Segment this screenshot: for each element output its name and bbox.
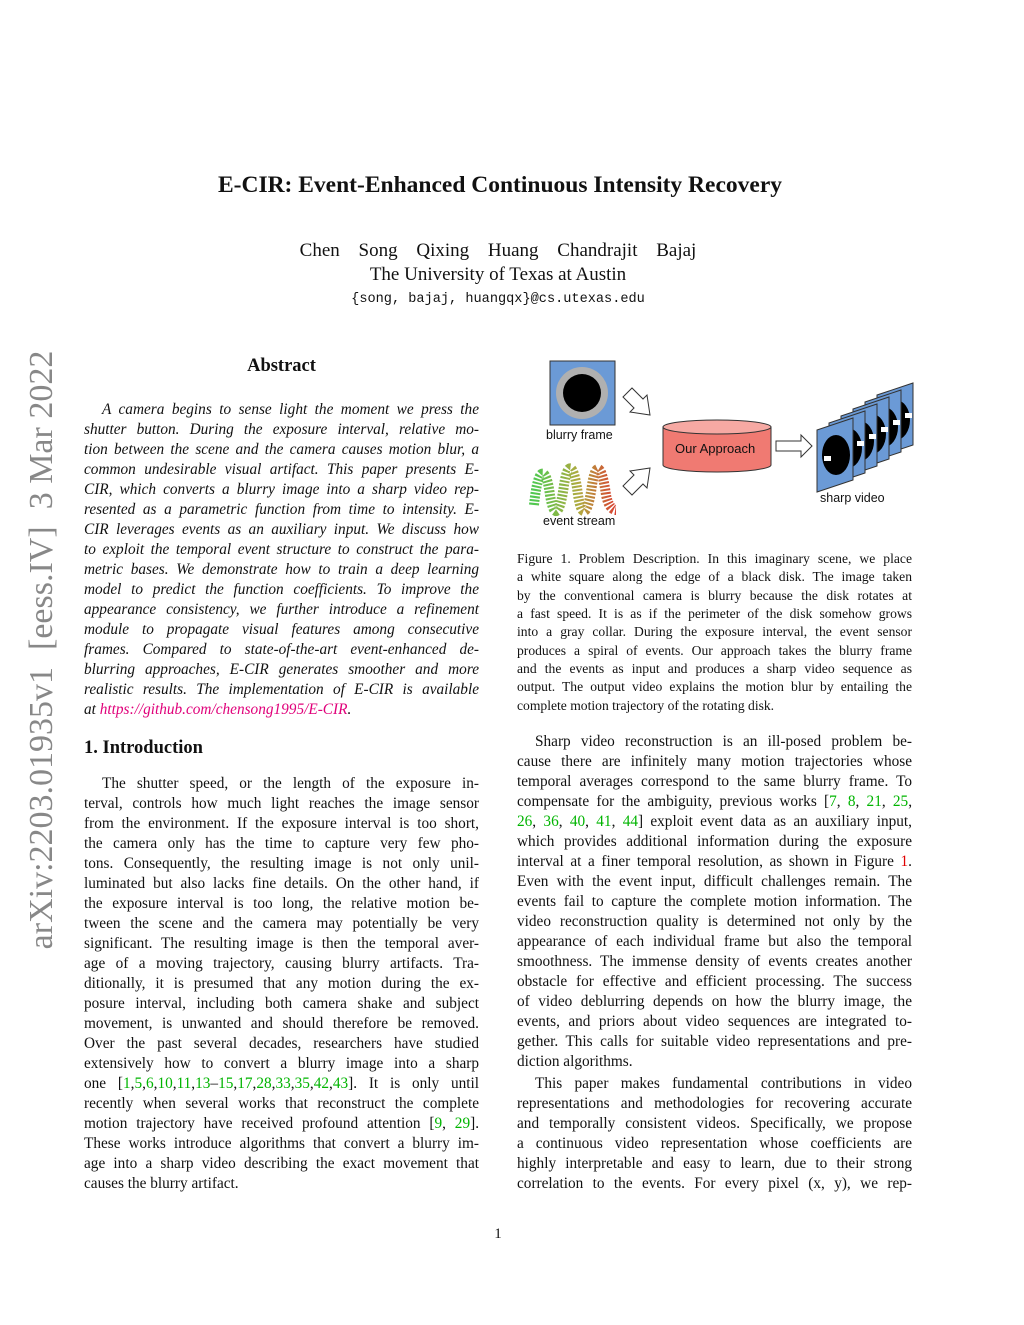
text-span: , — [290, 1075, 295, 1092]
figure-reference-link[interactable]: 1 — [900, 853, 909, 870]
text-span: , — [442, 1115, 455, 1132]
text-line — [517, 587, 912, 605]
citation-link[interactable]: 9 — [434, 1115, 443, 1132]
text-span: blurring approaches, E-CIR generates smoother and more — [84, 661, 479, 678]
text-span: smoothness. The immense density of events creates another — [517, 953, 912, 970]
sharp-video-label: sharp video — [820, 491, 885, 505]
text-span: age of a moving trajectory, causing blurry artifacts. Tra- — [84, 955, 479, 972]
blurry-frame-image — [550, 361, 615, 425]
event-stream-image — [534, 468, 616, 511]
citation-link[interactable]: 43 — [332, 1075, 349, 1092]
text-span: ]. — [470, 1115, 480, 1132]
text-line — [84, 854, 479, 874]
text-span: , — [233, 1075, 238, 1092]
text-span: , — [271, 1075, 276, 1092]
text-span: gether. This calls for suitable video representations and pre- — [517, 1033, 912, 1050]
text-line — [84, 680, 479, 700]
text-span: resented as a parametric function from time to intensity. E- — [84, 501, 479, 518]
text-span: The shutter speed, or the length of the exposure in- — [102, 775, 479, 792]
text-line — [84, 1174, 479, 1194]
text-line — [517, 1012, 912, 1032]
code-link[interactable]: https://github.com/chensong1995/E-CIR — [99, 701, 348, 718]
text-span: , — [585, 813, 597, 830]
text-span: and temporally consistent videos. Specifically, we propose — [517, 1115, 912, 1132]
text-line — [517, 1052, 912, 1072]
text-span: . — [908, 853, 912, 870]
citation-link[interactable]: 21 — [866, 793, 882, 810]
text-line — [84, 480, 479, 500]
text-span: complete motion trajectory of the rotating disk. — [517, 697, 775, 713]
text-span: luminated but also lacks fine details. On the other hand, if — [84, 875, 479, 892]
text-span: events, and priors about video sequences are integrated to- — [517, 1013, 912, 1030]
text-span: events fail to capture the complete motion information. The — [517, 893, 912, 910]
video-frame — [817, 418, 853, 492]
text-line — [517, 912, 912, 932]
text-line — [84, 560, 479, 580]
citation-link[interactable]: 13 — [195, 1075, 211, 1092]
text-span: frames. Compared to state-of-the-art event-enhanced de- — [84, 641, 479, 658]
paper-title: E-CIR: Event-Enhanced Continuous Intensity Recovery — [217, 172, 783, 198]
text-span: at — [84, 701, 100, 718]
text-line — [517, 852, 912, 872]
citation-link[interactable]: 36 — [543, 813, 559, 830]
text-line — [535, 732, 912, 752]
text-span: Figure 1. Problem Description. In this imaginary scene, we place — [517, 551, 912, 566]
citation-link[interactable]: 15 — [218, 1075, 234, 1092]
text-span: Even with the event input, difficult challenges remain. The — [517, 873, 912, 890]
text-line — [517, 568, 912, 586]
text-span: tion between the scene and the camera causes motion blur, a — [84, 441, 479, 458]
text-line — [84, 700, 479, 720]
blurry-frame-label: blurry frame — [546, 428, 613, 442]
text-line — [84, 500, 479, 520]
citation-link[interactable]: 29 — [454, 1115, 471, 1132]
text-span: tween the scene and the camera may potentially be very — [84, 915, 479, 932]
text-line — [517, 697, 912, 715]
text-span: A camera begins to sense light the moment we press the — [102, 401, 479, 418]
emails: {song, bajaj, huangqx}@cs.utexas.edu — [351, 292, 645, 307]
text-line — [517, 972, 912, 992]
text-span: motion trajectory have received profound attention [ — [84, 1115, 435, 1132]
text-span: appearance of each individual frame but also the temporal — [517, 933, 912, 950]
citation-link[interactable]: 6 — [145, 1075, 154, 1092]
text-line — [517, 872, 912, 892]
arrow-up-right-icon — [623, 468, 650, 495]
text-span: , — [558, 813, 570, 830]
text-line — [517, 623, 912, 641]
text-line — [84, 460, 479, 480]
text-line — [517, 932, 912, 952]
text-span: model to predict the function coefficients. To improve the — [84, 581, 479, 598]
text-line — [84, 1014, 479, 1034]
text-span: , — [142, 1075, 146, 1092]
text-line — [517, 1134, 912, 1154]
text-span: compensate for the ambiguity, previous works [ — [517, 793, 830, 810]
text-line — [84, 1114, 479, 1134]
text-span: , — [153, 1075, 158, 1092]
text-span: extensively how to convert a blurry image into a sharp — [84, 1055, 479, 1072]
text-span: one [ — [84, 1075, 123, 1092]
text-span: common undesirable visual artifact. This paper presents E- — [84, 461, 479, 478]
text-span: representations and methodologies for recovering accurate — [517, 1095, 912, 1112]
text-span: This paper makes fundamental contributions in video — [535, 1075, 912, 1092]
text-span: temporal averages correspond to the same blurry frame. To — [517, 773, 912, 790]
text-line — [84, 640, 479, 660]
text-span: a fast speed. It is as if the perimeter of the disk somehow grows — [517, 606, 912, 622]
text-span: ] exploit event data as an auxiliary input, — [637, 813, 913, 830]
text-span: recently when several works that reconstruct the complete — [84, 1095, 479, 1112]
text-line — [517, 892, 912, 912]
arrow-down-right-icon — [623, 388, 650, 415]
text-span: tons. Consequently, the resulting image is not only unil- — [84, 855, 479, 872]
text-line — [517, 660, 912, 678]
citation-link[interactable]: 25 — [892, 793, 909, 810]
text-line — [84, 994, 479, 1014]
text-span: , — [172, 1075, 177, 1092]
text-span: output. The output video explains the motion blur by entailing the — [517, 679, 912, 695]
text-line — [84, 440, 479, 460]
text-span: a continuous video representation whose coefficients are — [517, 1135, 912, 1152]
text-line — [84, 600, 479, 620]
text-line — [84, 420, 479, 440]
text-line — [517, 1174, 912, 1194]
text-span: the camera only has the time to capture very few pho- — [84, 835, 479, 852]
affiliation: The University of Texas at Austin — [369, 264, 627, 285]
text-span: into a gray collar. During the exposure interval, the event sensor — [517, 624, 912, 640]
text-line — [517, 642, 912, 660]
text-line — [517, 792, 912, 812]
text-line — [84, 974, 479, 994]
text-line — [84, 894, 479, 914]
text-span: Sharp video reconstruction is an ill-posed problem be- — [535, 733, 912, 750]
text-line — [84, 540, 479, 560]
text-span: Over the past several decades, researchers have studied — [84, 1035, 479, 1052]
text-span: and the events as input and produces a sharp video sequence as — [517, 661, 912, 677]
citation-link[interactable]: 42 — [313, 1075, 329, 1092]
text-line — [517, 832, 912, 852]
text-span: appearance consistency, we further introduce a refinement — [84, 601, 479, 618]
citation-link[interactable]: 17 — [237, 1075, 253, 1092]
text-span: , — [252, 1075, 257, 1092]
text-span: highly interpretable and easy to learn, due to their strong — [517, 1155, 912, 1172]
text-span: significant. The resulting image is then the temporal aver- — [84, 935, 479, 952]
text-span: movement, is unwanted and should therefore be removed. — [84, 1015, 479, 1032]
text-span: age into a sharp video describing the exact movement that — [84, 1155, 479, 1172]
page-number: 1 — [494, 1226, 502, 1242]
citation-link[interactable]: 7 — [829, 793, 837, 810]
text-line — [517, 1032, 912, 1052]
text-span: produces a spiral of events. Our approach takes the blurry frame — [517, 642, 912, 658]
sharp-video-frames — [817, 383, 913, 492]
citation-link[interactable]: 28 — [256, 1075, 272, 1092]
text-span: , — [836, 793, 848, 810]
text-span: correlation to the events. For every pixel (x, y), we rep- — [517, 1175, 912, 1192]
text-span: These works introduce algorithms that convert a blurry im- — [84, 1135, 479, 1152]
citation-link[interactable]: 26 — [517, 813, 533, 830]
text-line — [517, 1154, 912, 1174]
text-line — [84, 1074, 479, 1094]
citation-link[interactable]: 41 — [596, 813, 612, 830]
text-line — [517, 752, 912, 772]
text-span: – — [210, 1075, 219, 1092]
citation-link[interactable]: 35 — [294, 1075, 310, 1092]
text-span: realistic results. The implementation of E-CIR is available — [84, 681, 479, 698]
citation-link[interactable]: 40 — [569, 813, 586, 830]
text-span: shutter button. During the exposure interval, relative mo- — [84, 421, 479, 438]
text-span: obstacle for effective and efficient processing. The success — [517, 973, 912, 990]
citation-link[interactable]: 5 — [134, 1075, 143, 1092]
text-span: , — [881, 793, 893, 810]
text-line — [84, 1034, 479, 1054]
intro-heading: 1. Introduction — [84, 738, 203, 758]
text-line — [84, 520, 479, 540]
text-span: which provides additional information during the exposure — [517, 833, 912, 850]
text-span: CIR leverages events as an auxiliary input. We discuss how — [84, 521, 479, 538]
text-line — [84, 1054, 479, 1074]
text-span: a white square along the edge of a black disk. The image taken — [517, 569, 912, 585]
text-line — [84, 660, 479, 680]
citation-link[interactable]: 11 — [176, 1075, 192, 1092]
text-span: video reconstruction quality is determined not only by the — [517, 913, 912, 930]
figure-1 — [520, 355, 920, 535]
text-span: diction algorithms. — [517, 1053, 633, 1070]
text-span: , — [329, 1075, 333, 1092]
text-span: , — [611, 813, 623, 830]
text-line — [535, 1074, 912, 1094]
arrow-right-icon — [776, 435, 812, 457]
text-line — [84, 1154, 479, 1174]
text-line — [517, 1114, 912, 1134]
text-span: , — [532, 813, 544, 830]
text-line — [84, 874, 479, 894]
text-line — [517, 1094, 912, 1114]
text-span: , — [191, 1075, 196, 1092]
text-span: to exploit the temporal event structure to construct the para- — [84, 541, 479, 558]
authors: Chen Song Qixing Huang Chandrajit Bajaj — [299, 240, 697, 261]
text-line — [84, 814, 479, 834]
citation-link[interactable]: 33 — [275, 1075, 291, 1092]
text-line — [102, 400, 479, 420]
text-line — [84, 934, 479, 954]
text-span: ditionally, it is presumed that any motion during the ex- — [84, 975, 479, 992]
citation-link[interactable]: 1 — [122, 1075, 131, 1092]
text-line — [517, 992, 912, 1012]
text-span: causes the blurry artifact. — [84, 1175, 239, 1192]
citation-link[interactable]: 10 — [157, 1075, 173, 1092]
text-span: ]. It is only until — [348, 1075, 479, 1092]
text-span: cause there are infinitely many motion trajectories whose — [517, 753, 912, 770]
approach-label: Our Approach — [675, 441, 756, 456]
text-line — [84, 914, 479, 934]
text-span: module to propagate visual features among consecutive — [84, 621, 479, 638]
text-span: of video deblurring depends on how the blurry image, the — [517, 993, 912, 1010]
citation-link[interactable]: 8 — [847, 793, 856, 810]
text-line — [84, 1134, 479, 1154]
text-span: , — [908, 793, 913, 810]
text-line — [517, 772, 912, 792]
text-span: , — [130, 1075, 135, 1092]
event-stream-label: event stream — [543, 514, 616, 528]
text-span: by the conventional camera is blurry because the disk rotates at — [517, 587, 912, 603]
text-span: terval, controls how much light reaches the image sensor — [84, 795, 479, 812]
arxiv-stamp: arXiv:2203.01935v1 [eess.IV] 3 Mar 2022 — [23, 350, 60, 950]
text-line — [102, 774, 479, 794]
text-line — [84, 620, 479, 640]
abstract-heading: Abstract — [247, 356, 316, 376]
text-line — [517, 550, 912, 568]
text-line — [517, 678, 912, 696]
citation-link[interactable]: 44 — [622, 813, 638, 830]
text-line — [84, 1094, 479, 1114]
text-span: , — [309, 1075, 314, 1092]
text-span: metric bases. We demonstrate how to train a deep learning — [84, 561, 479, 578]
text-span: the exposure interval is too long, the relative motion be- — [84, 895, 479, 912]
text-line — [84, 954, 479, 974]
text-line — [517, 812, 912, 832]
text-span: , — [855, 793, 867, 810]
text-line — [84, 794, 479, 814]
text-span: posure interval, including both camera shake and subject — [84, 995, 479, 1012]
text-line — [517, 952, 912, 972]
text-span: interval at a finer temporal resolution, as shown in Figure — [517, 853, 901, 870]
text-span: from the environment. If the exposure interval is too short, — [84, 815, 479, 832]
text-line — [84, 580, 479, 600]
text-line — [84, 834, 479, 854]
text-span: . — [347, 701, 352, 718]
text-span: CIR, which converts a blurry image into a sharp video rep- — [84, 481, 479, 498]
text-line — [517, 605, 912, 623]
